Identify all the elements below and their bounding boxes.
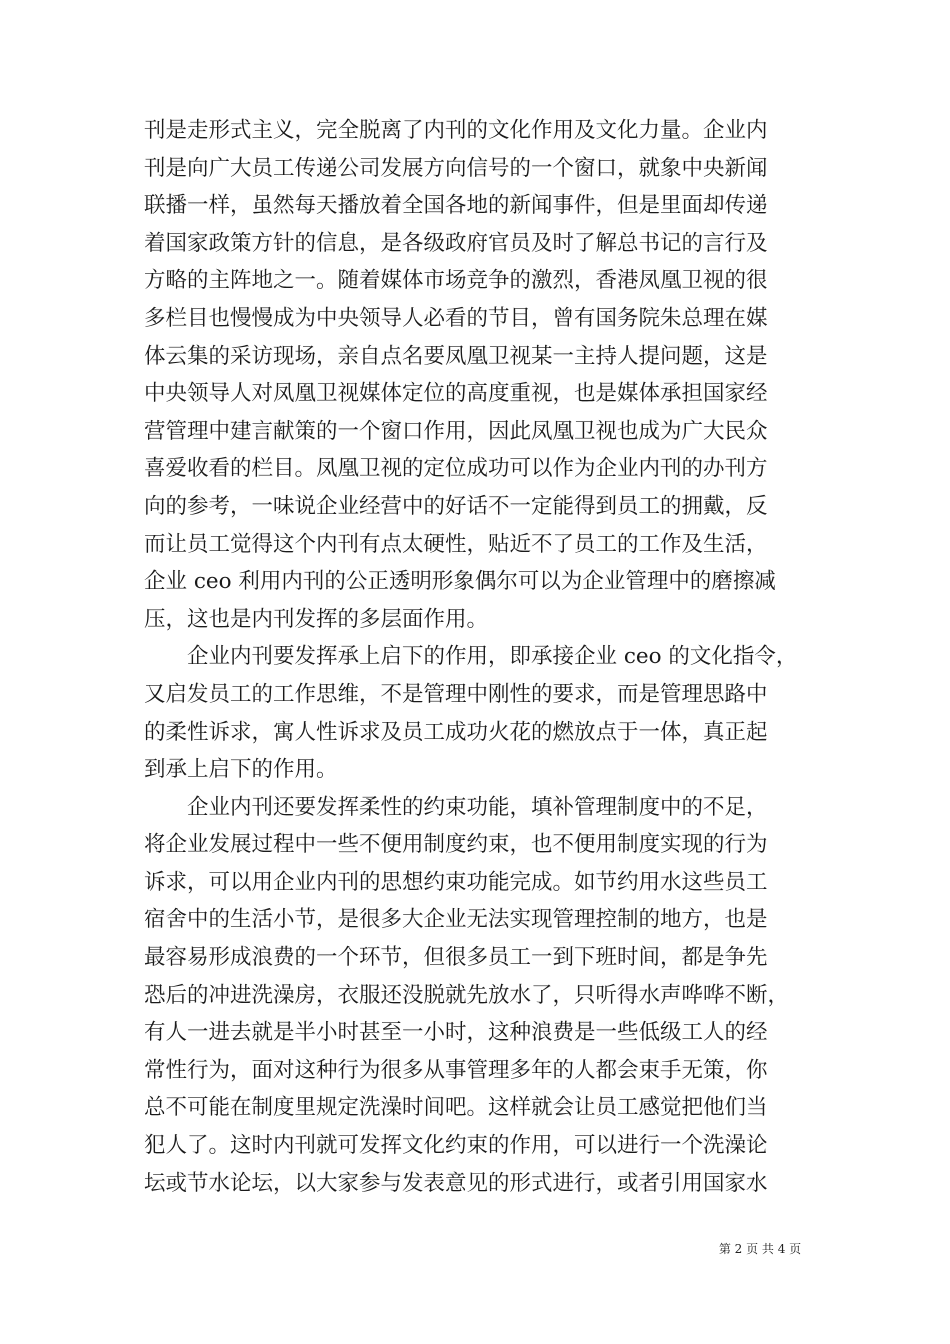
text-line: 又启发员工的工作思维，不是管理中刚性的要求，而是管理思路中 [144, 681, 768, 707]
text-line: 多栏目也慢慢成为中央领导人必看的节目，曾有国务院朱总理在媒 [144, 305, 768, 331]
text-line: 营管理中建言献策的一个窗口作用，因此凤凰卫视也成为广大民众 [144, 418, 768, 444]
text-line: 企业内刊还要发挥柔性的约束功能，填补管理制度中的不足， [144, 794, 768, 820]
text-line: 方略的主阵地之一。随着媒体市场竞争的激烈，香港凤凰卫视的很 [144, 268, 768, 294]
text-line: 而让员工觉得这个内刊有点太硬性，贴近不了员工的工作及生活， [144, 531, 768, 557]
text-line: 刊是走形式主义，完全脱离了内刊的文化作用及文化力量。企业内 [144, 118, 768, 143]
text-line: 恐后的冲进洗澡房，衣服还没脱就先放水了，只听得水声哗哗不断， [144, 982, 790, 1008]
text-line: 诉求，可以用企业内刊的思想约束功能完成。如节约用水这些员工 [144, 869, 768, 895]
text-line: 体云集的采访现场，亲自点名要凤凰卫视某一主持人提问题，这是 [144, 343, 768, 369]
text-line: 总不可能在制度里规定洗澡时间吧。这样就会让员工感觉把他们当 [144, 1095, 768, 1121]
text-line: 压，这也是内刊发挥的多层面作用。 [144, 606, 489, 632]
text-line: 喜爱收看的栏目。凤凰卫视的定位成功可以作为企业内刊的办刊方 [144, 456, 768, 482]
text-line: 将企业发展过程中一些不便用制度约束，也不便用制度实现的行为 [144, 832, 768, 858]
text-line: 常性行为，面对这种行为很多从事管理多年的人都会束手无策，你 [144, 1057, 768, 1083]
page-number-label: 第 2 页 共 4 页 [718, 1242, 802, 1256]
document-body [144, 112, 808, 1202]
text-line: 企业内刊要发挥承上启下的作用，即承接企业 ceo 的文化指令， [144, 644, 798, 670]
text-line: 的柔性诉求，寓人性诉求及员工成功火花的燃放点于一体，真正起 [144, 719, 768, 745]
text-line: 联播一样，虽然每天播放着全国各地的新闻事件，但是里面却传递 [144, 193, 768, 219]
text-line: 坛或节水论坛，以大家参与发表意见的形式进行，或者引用国家水 [144, 1170, 768, 1196]
page-footer [0, 1240, 950, 1257]
text-line: 有人一进去就是半小时甚至一小时，这种浪费是一些低级工人的经 [144, 1020, 768, 1046]
text-line: 向的参考，一味说企业经营中的好话不一定能得到员工的拥戴，反 [144, 493, 768, 519]
text-line: 最容易形成浪费的一个环节，但很多员工一到下班时间，都是争先 [144, 945, 768, 971]
text-line: 宿舍中的生活小节，是很多大企业无法实现管理控制的地方，也是 [144, 907, 768, 933]
text-line: 到承上启下的作用。 [144, 757, 338, 783]
text-line: 企业 ceo 利用内刊的公正透明形象偶尔可以为企业管理中的磨擦减 [144, 569, 776, 595]
text-line: 着国家政策方针的信息，是各级政府官员及时了解总书记的言行及 [144, 230, 768, 256]
text-line: 犯人了。这时内刊就可发挥文化约束的作用，可以进行一个洗澡论 [144, 1133, 768, 1159]
text-line: 刊是向广大员工传递公司发展方向信号的一个窗口，就象中央新闻 [144, 155, 768, 181]
text-line: 中央领导人对凤凰卫视媒体定位的高度重视，也是媒体承担国家经 [144, 381, 768, 407]
